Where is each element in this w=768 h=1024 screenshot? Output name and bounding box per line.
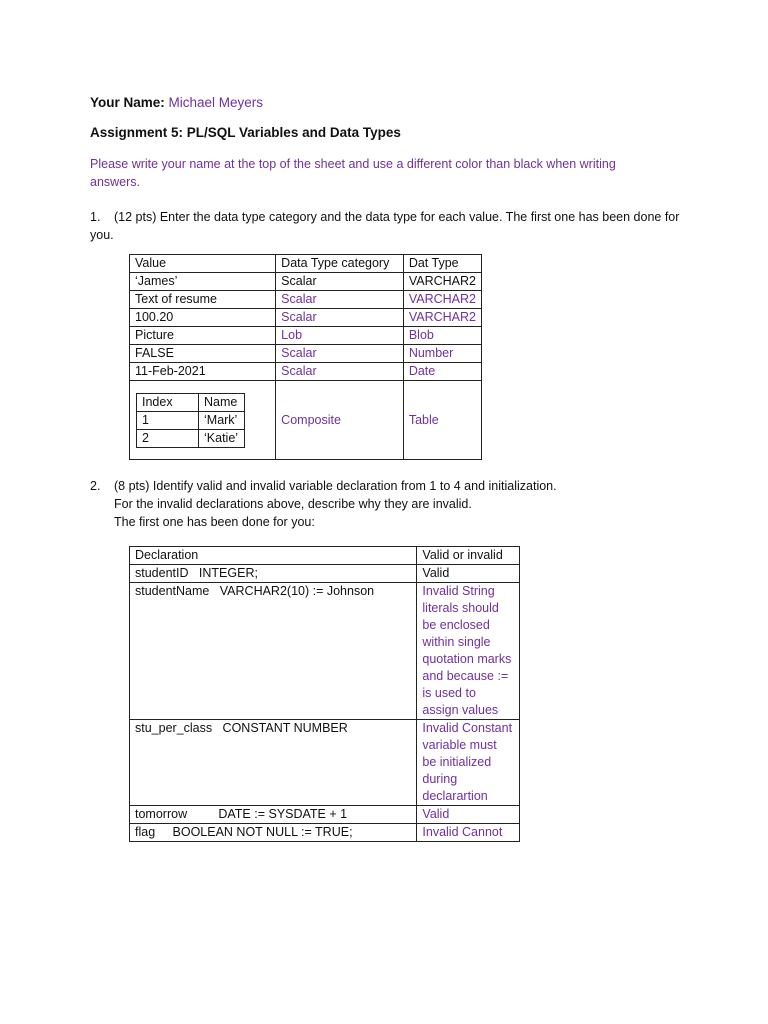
question-1-text: (12 pts) Enter the data type category and the data type for each value. The first one has been done for you.	[90, 210, 680, 242]
cell-value: FALSE	[130, 345, 276, 363]
cell-category: Scalar	[276, 273, 404, 291]
question-1	[90, 208, 680, 244]
cell-declaration: tomorrow DATE := SYSDATE + 1	[130, 806, 417, 824]
cell-value: ‘James’	[130, 273, 276, 291]
table-row	[130, 363, 482, 381]
cell-value: 11-Feb-2021	[130, 363, 276, 381]
cell-answer: Invalid Cannot	[417, 824, 520, 842]
table-row	[130, 327, 482, 345]
cell-type: Blob	[403, 327, 481, 345]
cell-category: Scalar	[276, 363, 404, 381]
table-row	[130, 345, 482, 363]
cell-category: Scalar	[276, 291, 404, 309]
nested-header-row	[137, 393, 245, 411]
cell-category: Scalar	[276, 345, 404, 363]
nested-cell: ‘Mark’	[199, 411, 245, 429]
name-label: Your Name:	[90, 95, 165, 110]
question-2-line-3: The first one has been done for you:	[114, 515, 315, 529]
declaration-table	[129, 546, 520, 842]
nested-row	[137, 411, 245, 429]
nested-cell: 1	[137, 411, 199, 429]
header-category: Data Type category	[276, 255, 404, 273]
table-row	[130, 824, 520, 842]
cell-declaration: studentName VARCHAR2(10) := Johnson	[130, 583, 417, 720]
header-validity: Valid or invalid	[417, 547, 520, 565]
cell-value: Text of resume	[130, 291, 276, 309]
header-type: Dat Type	[403, 255, 481, 273]
cell-type: Number	[403, 345, 481, 363]
cell-answer: Invalid Constant variable must be initialized during declarartion	[417, 720, 520, 806]
table-row	[130, 565, 520, 583]
question-2	[90, 477, 690, 531]
cell-type: Table	[403, 381, 481, 460]
header-value: Value	[130, 255, 276, 273]
nested-header-name: Name	[199, 393, 245, 411]
cell-category: Lob	[276, 327, 404, 345]
cell-nested-table	[130, 381, 276, 460]
table-header-row	[130, 255, 482, 273]
student-name: Michael Meyers	[168, 95, 264, 110]
nested-cell: ‘Katie’	[199, 429, 245, 447]
cell-category: Scalar	[276, 309, 404, 327]
instructions: Please write your name at the top of the sheet and use a different color than black when writing answers.	[90, 157, 616, 189]
cell-type: VARCHAR2	[403, 291, 481, 309]
cell-type: Date	[403, 363, 481, 381]
cell-value: 100.20	[130, 309, 276, 327]
table-row	[130, 720, 520, 806]
cell-declaration: flag BOOLEAN NOT NULL := TRUE;	[130, 824, 417, 842]
table-row	[130, 291, 482, 309]
cell-value: Picture	[130, 327, 276, 345]
table-row	[130, 806, 520, 824]
table-row	[130, 273, 482, 291]
cell-answer: Valid	[417, 565, 520, 583]
cell-category: Composite	[276, 381, 404, 460]
cell-type: VARCHAR2	[403, 273, 481, 291]
header-declaration: Declaration	[130, 547, 417, 565]
table-row-composite	[130, 381, 482, 460]
cell-declaration: studentID INTEGER;	[130, 565, 417, 583]
cell-answer: Invalid String literals should be enclosed within single quotation marks and because := is used to assign values	[417, 583, 520, 720]
assignment-title: Assignment 5: PL/SQL Variables and Data Types	[90, 125, 401, 140]
table-row	[130, 309, 482, 327]
cell-answer: Valid	[417, 806, 520, 824]
nested-row	[137, 429, 245, 447]
cell-type: VARCHAR2	[403, 309, 481, 327]
nested-cell: 2	[137, 429, 199, 447]
cell-declaration: stu_per_class CONSTANT NUMBER	[130, 720, 417, 806]
data-type-table	[129, 254, 482, 460]
question-1-number: 1.	[90, 210, 101, 224]
nested-header-index: Index	[137, 393, 199, 411]
nested-table	[136, 393, 245, 448]
question-2-line-2: For the invalid declarations above, describe why they are invalid.	[114, 497, 472, 511]
table-header-row	[130, 547, 520, 565]
table-row	[130, 583, 520, 720]
question-2-number: 2.	[90, 479, 101, 493]
question-2-line-1: (8 pts) Identify valid and invalid variable declaration from 1 to 4 and initialization.	[114, 479, 557, 493]
name-line	[90, 94, 263, 112]
